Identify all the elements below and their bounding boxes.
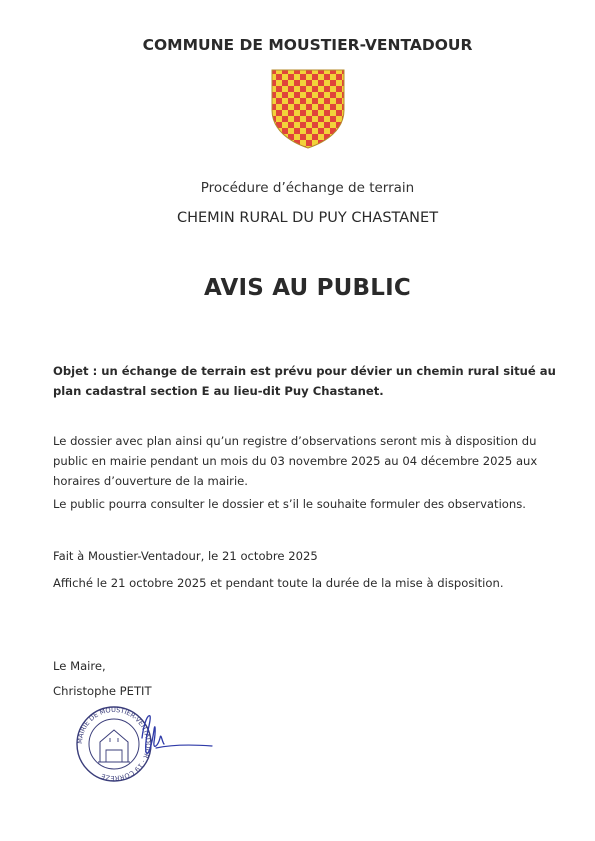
dossier-paragraph: Le dossier avec plan ainsi qu’un registre d’observations seront mis à disposition du public en mairie pendant un mois du 03 novembre 2025 au 04 décembre 2025 aux horaires d’ouverture de la mairie. — [53, 434, 538, 488]
handwritten-signature-icon — [120, 708, 220, 764]
checkered-coat-of-arms-icon — [270, 68, 346, 150]
affiche-line: Affiché le 21 octobre 2025 et pendant toute la durée de la mise à disposition. — [53, 576, 504, 590]
signer-name: Christophe PETIT — [53, 684, 152, 698]
commune-name: COMMUNE DE MOUSTIER-VENTADOUR — [142, 36, 473, 54]
chemin-title: CHEMIN RURAL DU PUY CHASTANET — [176, 210, 439, 226]
page-title: AVIS AU PUBLIC — [204, 275, 411, 301]
procedure-subtitle: Procédure d’échange de terrain — [200, 180, 415, 196]
signer-role: Le Maire, — [53, 659, 106, 673]
objet-paragraph: Objet : un échange de terrain est prévu pour dévier un chemin rural situé au plan cadastral section E au lieu-dit Puy Chastanet. — [53, 364, 556, 398]
svg-text:MAIRIE DE MOUSTIER-VENTADOUR ·: MAIRIE DE MOUSTIER-VENTADOUR · 19 CORREZE — [75, 705, 153, 783]
fait-line: Fait à Moustier-Ventadour, le 21 octobre 2025 — [53, 549, 318, 563]
public-paragraph: Le public pourra consulter le dossier et s’il le souhaite formuler des observations. — [53, 497, 526, 511]
